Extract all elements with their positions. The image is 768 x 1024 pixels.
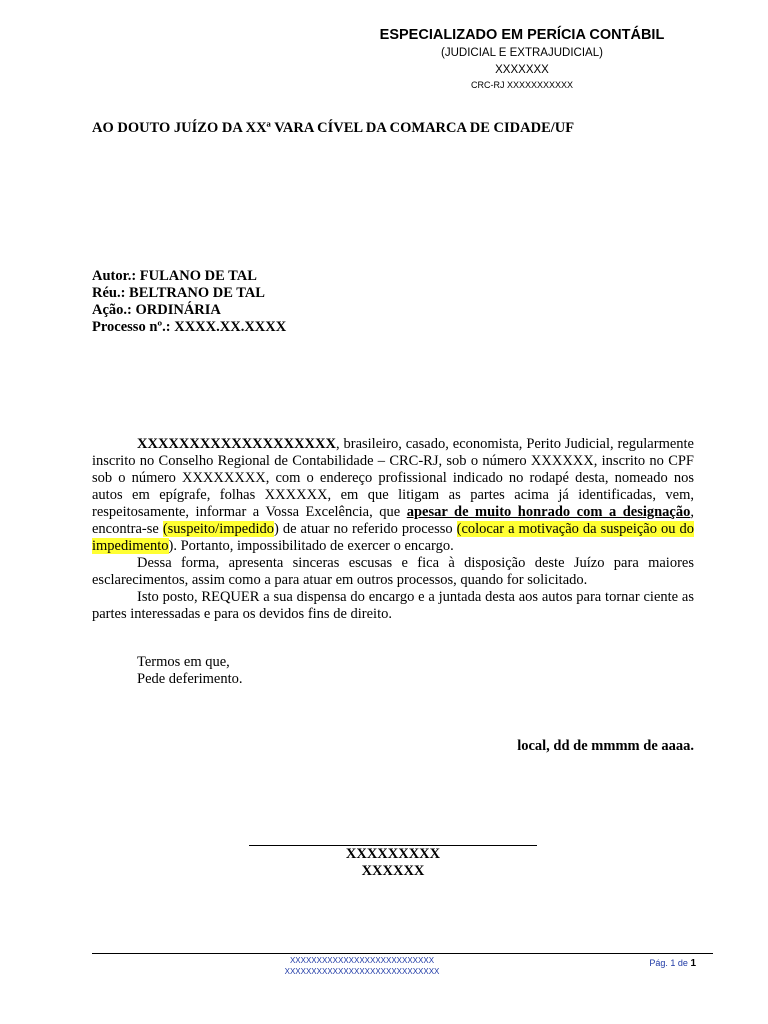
process-number: Processo nº.: XXXX.XX.XXXX: [92, 319, 287, 335]
paragraph-3: Isto posto, REQUER a sua dispensa do encargo e a juntada desta aos autos para tornar ciente as partes interessadas e para os devidos fins de direito.: [92, 589, 694, 622]
page-total: 1: [690, 958, 696, 969]
signature-block: [249, 846, 537, 880]
petition-body: [92, 436, 694, 623]
party-author: Autor.: FULANO DE TAL: [92, 268, 257, 284]
footer-line-2: XXXXXXXXXXXXXXXXXXXXXXXXXXXXX: [284, 967, 440, 976]
highlight-suspect: (suspeito/impedido: [162, 521, 274, 537]
parties-block: [92, 268, 286, 336]
p1-text-c: ) de atuar no referido processo: [274, 521, 457, 537]
party-defendant: Réu.: BELTRANO DE TAL: [92, 285, 265, 301]
paragraph-1: [92, 436, 694, 555]
expert-name: XXXXXXXXXXXXXXXXXXX: [137, 436, 336, 452]
footer-line-1: XXXXXXXXXXXXXXXXXXXXXXXXXXX: [289, 956, 435, 965]
page-number: [649, 958, 696, 969]
header-subtitle: (JUDICIAL E EXTRAJUDICIAL): [441, 47, 603, 59]
header-crc: CRC-RJ XXXXXXXXXXX: [470, 80, 574, 90]
p1-text-d: ). Portanto, impossibilitado de exercer o encargo.: [168, 538, 454, 554]
closing: [137, 654, 243, 688]
closing-line-2: Pede deferimento.: [137, 671, 243, 687]
p1-text-b: , encontra-se: [92, 504, 694, 537]
footer-address: [220, 955, 504, 977]
closing-line-1: Termos em que,: [137, 654, 230, 670]
footer-divider: [92, 953, 713, 954]
header-title: ESPECIALIZADO EM PERÍCIA CONTÁBIL: [379, 27, 665, 43]
signature-title: XXXXXX: [361, 863, 425, 879]
paragraph-2: Dessa forma, apresenta sinceras escusas e fica à disposição deste Juízo para maiores esclarecimentos, assim como a para atuar em outros processos, quando for solicitado.: [92, 555, 694, 588]
place-date: local, dd de mmmm de aaaa.: [517, 738, 694, 754]
header-name: XXXXXXX: [495, 64, 549, 76]
p1-bold-underline: apesar de muito honrado com a designação: [406, 504, 691, 520]
addressee: AO DOUTO JUÍZO DA XXª VARA CÍVEL DA COMARCA DE CIDADE/UF: [92, 120, 575, 136]
action-type: Ação.: ORDINÁRIA: [92, 302, 221, 318]
signature-name: XXXXXXXXX: [345, 846, 441, 862]
highlight-motivation: (colocar a motivação da suspeição ou do impedimento: [92, 521, 694, 554]
page-label: Pág. 1 de: [649, 958, 688, 968]
p1-text-a: , brasileiro, casado, economista, Perito Judicial, regularmente inscrito no Conselho Regional de Contabilidade – CRC-RJ, sob o número XXXXXX, inscrito no CPF sob o número XXXXXXXX, com o endereço profissional indicado no rodapé desta, nomeado nos autos em epígrafe, folhas XXXXXX, em que litigam as partes acima já identificadas, vem, respeitosamente, informar a Vossa Excelência, que: [92, 436, 694, 520]
